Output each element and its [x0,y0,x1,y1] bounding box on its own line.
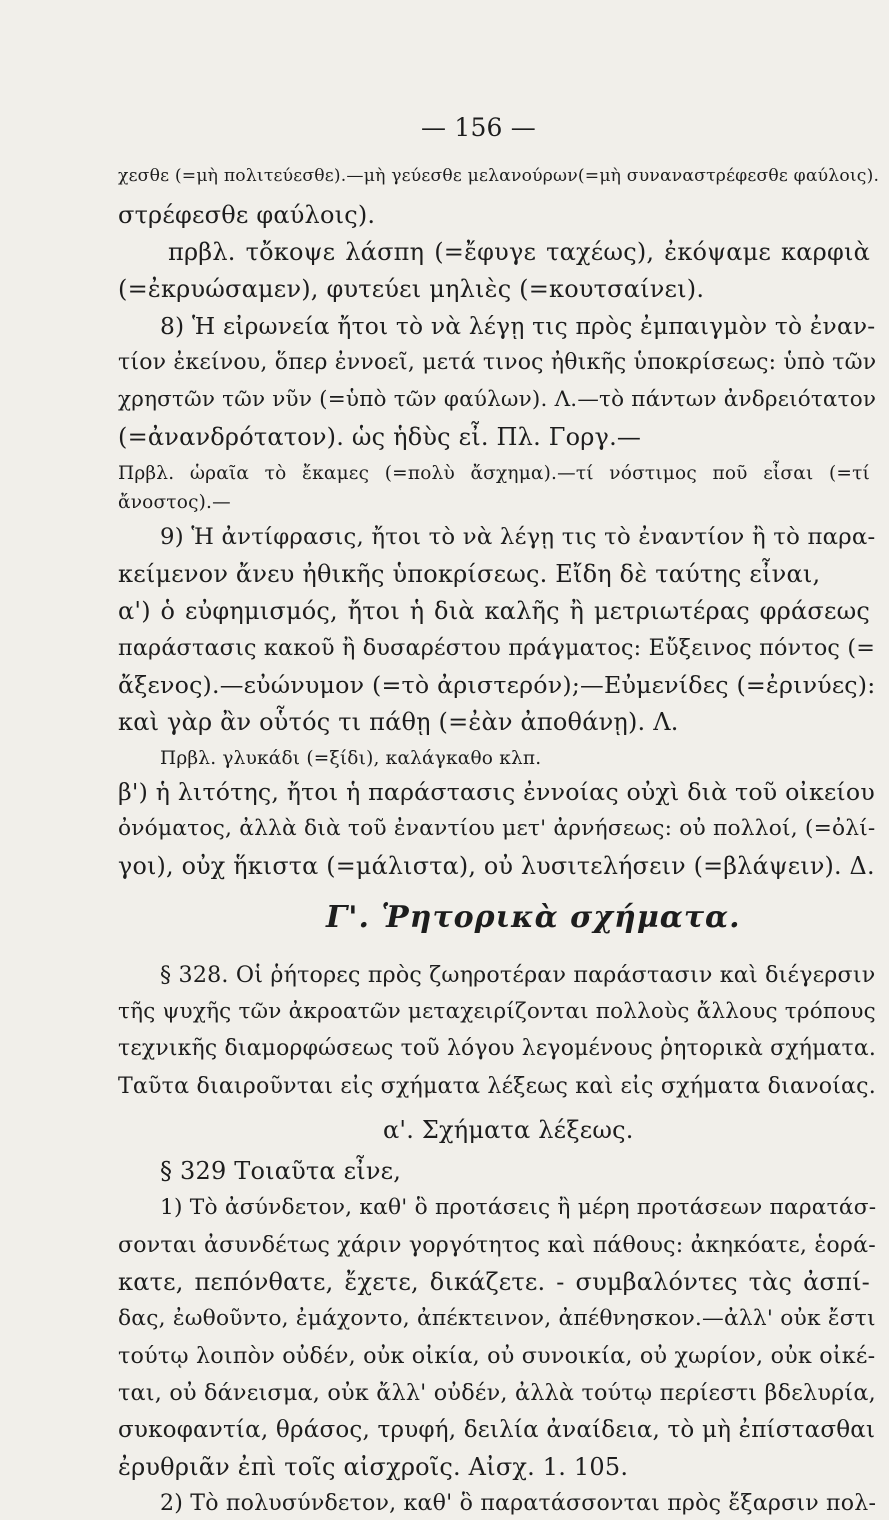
page-number: — 156 — [421,113,537,142]
text-line: 9) Ἡ ἀντίφρασις, ἤτοι τὸ νὰ λέγῃ τις τὸ ἐναντίον ἢ τὸ παρα- [160,524,876,550]
text-line: σονται ἀσυνδέτως χάριν γοργότητος καὶ πάθους: ἀκηκόατε, ἑορά- [118,1232,876,1258]
text-line: πρβλ. τὄκοψε λάσπη (=ἔφυγε ταχέως), ἐκόψαμε καρφιὰ [168,238,870,266]
text-line: δας, ἐωθοῦντο, ἐμάχοντο, ἀπέκτεινον, ἀπέθνησκον.—ἀλλ' οὐκ ἔστι [118,1306,876,1331]
text-line: (=ἐκρυώσαμεν), φυτεύει μηλιὲς (=κουτσαίνει). [118,275,705,303]
text-line: § 328. Οἱ ῥήτορες πρὸς ζωηροτέραν παράστασιν καὶ διέγερσιν [160,962,876,988]
text-line: στρέφεσθε φαύλοις). [118,201,376,229]
text-line: χρηστῶν τῶν νῦν (=ὑπὸ τῶν φαύλων). Λ.—τὸ πάντων ἀνδρειότατον [118,387,877,412]
text-line: β') ἡ λιτότης, ἤτοι ἡ παράστασις ἐννοίας οὐχὶ διὰ τοῦ οἰκείου [118,778,875,806]
text-line: τούτῳ λοιπὸν οὐδέν, οὐκ οἰκία, οὐ συνοικία, οὐ χωρίον, οὐκ οἰκέ- [118,1343,876,1369]
text-line: γοι), οὐχ ἥκιστα (=μάλιστα), οὐ λυσιτελήσειν (=βλάψειν). Δ. [118,852,875,880]
text-line: Ταῦτα διαιροῦνται εἰς σχήματα λέξεως καὶ εἰς σχήματα διανοίας. [118,1073,876,1099]
text-line: (=ἀνανδρότατον). ὡς ἡδὺς εἶ. Πλ. Γοργ.— [118,423,642,451]
text-line: κατε, πεπόνθατε, ἔχετε, δικάζετε. - συμβαλόντες τὰς ἀσπί- [118,1268,870,1296]
text-line: § 329 Τοιαῦτα εἶνε, [160,1157,402,1185]
text-line: ται, οὐ δάνεισμα, οὐκ ἄλλ' οὐδέν, ἀλλὰ τούτῳ περίεστι βδελυρία, [118,1380,876,1406]
text-line: τίον ἐκείνου, ὅπερ ἐννοεῖ, μετά τινος ἠθικῆς ὑποκρίσεως: ὑπὸ τῶν [118,350,877,375]
text-line: κείμενον ἄνευ ἠθικῆς ὑποκρίσεως. Εἴδη δὲ ταύτης εἶναι, [118,560,821,588]
text-line: συκοφαντία, θράσος, τρυφή, δειλία ἀναίδεια, τὸ μὴ ἐπίστασθαι [118,1417,876,1443]
text-line: ἄνοστος).— [118,492,231,513]
text-line: καὶ γὰρ ἂν οὗτός τι πάθῃ (=ἐὰν ἀποθάνῃ). Λ. [118,708,679,736]
text-line: τῆς ψυχῆς τῶν ἀκροατῶν μεταχειρίζονται πολλοὺς ἄλλους τρόπους [118,999,876,1024]
text-line: χεσθε (=μὴ πολιτεύεσθε).—μὴ γεύεσθε μελανούρων(=μὴ συναναστρέφεσθε φαύλοις). [118,166,880,186]
text-line: α') ὁ εὐφημισμός, ἤτοι ἡ διὰ καλῆς ἢ μετριωτέρας φράσεως [118,597,870,625]
text-line: Πρβλ. γλυκάδι (=ξίδι), καλάγκαθο κλπ. [160,748,542,769]
text-line: 1) Τὸ ἀσύνδετον, καθ' ὃ προτάσεις ἢ μέρη προτάσεων παρατάσ- [160,1195,877,1220]
text-line: Πρβλ. ὡραῖα τὸ ἔκαμες (=πολὺ ἄσχημα).—τί νόστιμος ποῦ εἶσαι (=τί [118,463,870,484]
text-line: 2) Τὸ πολυσύνδετον, καθ' ὃ παρατάσσονται πρὸς ἔξαρσιν πολ- [160,1491,877,1516]
text-line: ὀνόματος, ἀλλὰ διὰ τοῦ ἐναντίου μετ' ἀρνήσεως: οὐ πολλοί, (=ὀλί- [118,816,876,841]
section-heading: Γ'. Ῥητορικὰ σχήματα. [326,900,741,935]
subsection-heading: α'. Σχήματα λέξεως. [383,1116,634,1144]
text-line: 8) Ἡ εἰρωνεία ἤτοι τὸ νὰ λέγῃ τις πρὸς ἐμπαιγμὸν τὸ ἐναν- [160,312,876,340]
text-line: ἐρυθριᾶν ἐπὶ τοῖς αἰσχροῖς. Αἰσχ. 1. 105. [118,1453,629,1481]
text-line: ἄξενος).—εὐώνυμον (=τὸ ἀριστερόν);—Εὐμενίδες (=ἐρινύες): [118,671,876,699]
text-line: τεχνικῆς διαμορφώσεως τοῦ λόγου λεγομένους ῥητορικὰ σχήματα. [118,1036,877,1061]
text-line: παράστασις κακοῦ ἢ δυσαρέστου πράγματος: Εὔξεινος πόντος (= [118,635,876,661]
